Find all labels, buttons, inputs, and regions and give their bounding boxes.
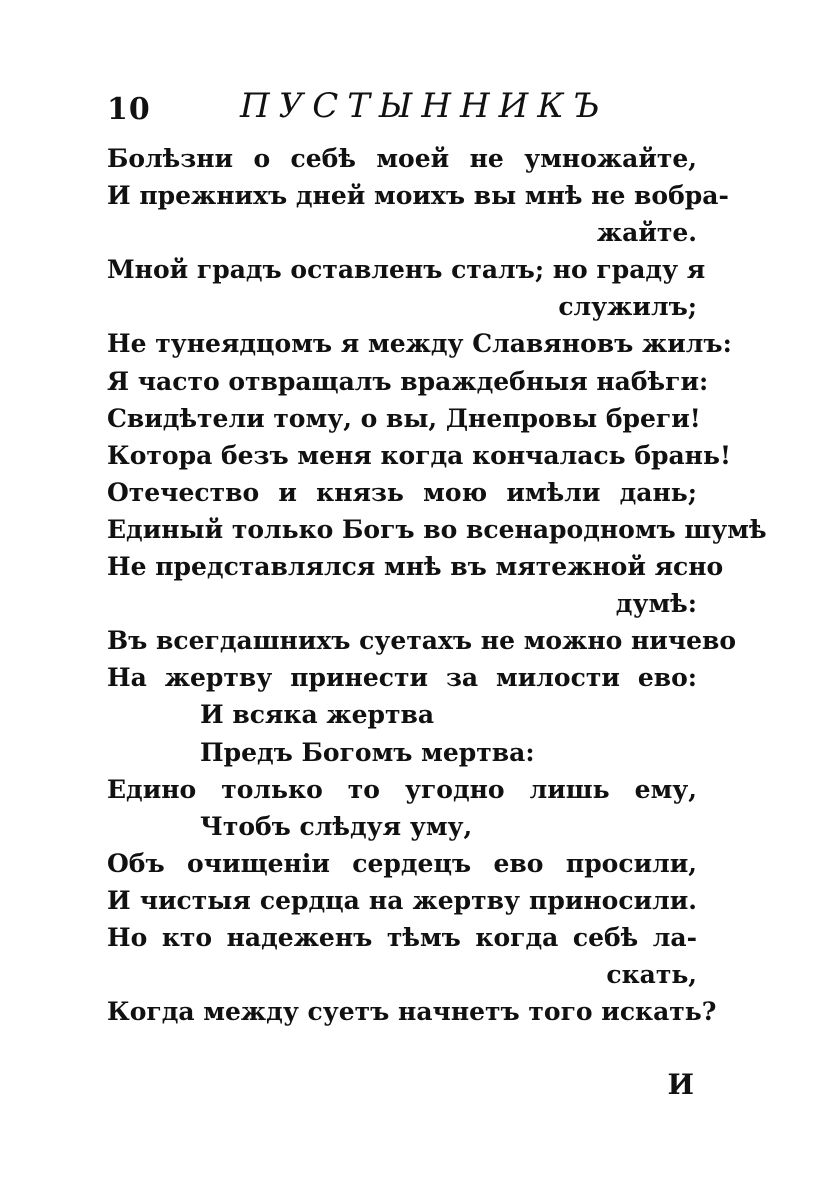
verse-line-indented: Чтобъ слѣдуя уму, (200, 811, 473, 841)
verse-line-runover: скать, (606, 960, 697, 990)
verse-line-indented: И всяка жертва (200, 700, 435, 730)
verse-line-runover: думѣ: (615, 589, 697, 619)
verse-line-runover: жайте. (596, 218, 697, 248)
page-number: 10 (107, 92, 151, 127)
verse-line: Не представлялся мнѣ въ мятежной ясно (107, 552, 724, 582)
verse-line: Болѣзни о себѣ моей не умножайте, (107, 144, 697, 173)
verse-line: На жертву принести за милости ево: (107, 663, 697, 693)
catchword: И (667, 1068, 694, 1101)
verse-line: Едино только то угодно лишь ему, (107, 774, 697, 804)
verse-text (107, 140, 767, 1030)
verse-line: Я часто отвращалъ враждебныя набѣги: (107, 366, 709, 396)
verse-line: Мной градъ оставленъ сталъ; но граду я (107, 255, 706, 285)
verse-line: Единый только Богъ во всенародномъ шумѣ (107, 514, 767, 544)
verse-line: Котора безъ меня когда кончалась брань! (107, 440, 731, 470)
verse-line: Отечество и князь мою имѣли дань; (107, 477, 697, 507)
verse-line: Не тунеядцомъ я между Славяновъ жилъ: (107, 329, 732, 359)
verse-line: Но кто надеженъ тѣмъ когда себѣ ла- (107, 922, 697, 952)
verse-line: И чистыя сердца на жертву приносили. (107, 885, 697, 915)
running-head: ПУСТЫННИКЪ (240, 86, 609, 126)
verse-line: И прежнихъ дней моихъ вы мнѣ не вобра- (107, 181, 729, 211)
verse-line: Свидѣтели тому, о вы, Днепровы бреги! (107, 403, 701, 433)
verse-line: Объ очищенiи сердецъ ево просили, (107, 848, 697, 878)
verse-line: Въ всегдашнихъ суетахъ не можно ничево (107, 626, 737, 656)
verse-line-indented: Предъ Богомъ мертва: (200, 737, 535, 767)
verse-line: Когда между суетъ начнетъ того искать? (107, 997, 717, 1027)
verse-line-runover: служилъ; (558, 292, 697, 322)
